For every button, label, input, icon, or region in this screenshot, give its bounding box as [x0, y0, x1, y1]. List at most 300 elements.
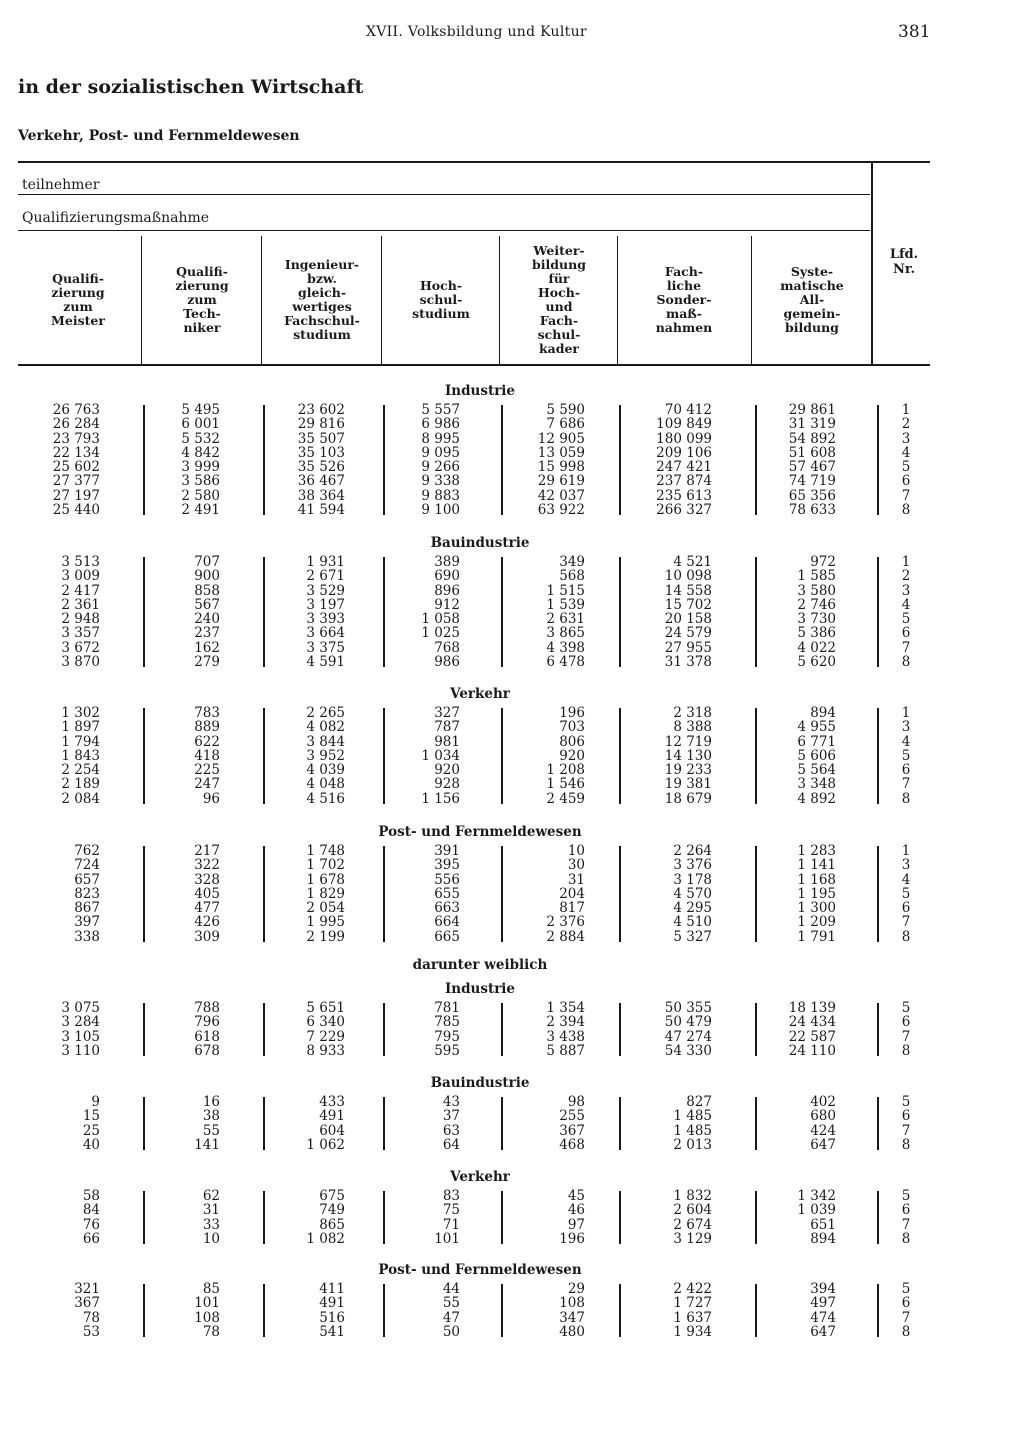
lfd-nr-cell: 1 — [901, 554, 911, 570]
table-cell: 6 771 — [797, 733, 836, 750]
table-cell: 1 342 — [797, 1188, 836, 1204]
table-cell: 27 955 — [664, 639, 712, 656]
table-cell: 10 098 — [664, 568, 712, 585]
section-title: Industrie — [444, 981, 516, 997]
table-cell: 405 — [194, 885, 220, 902]
table-cell: 5 327 — [673, 928, 712, 945]
table-cell: 823 — [74, 885, 100, 902]
column-rule — [143, 1191, 145, 1244]
table-cell: 655 — [434, 885, 460, 902]
table-cell: 2 674 — [673, 1216, 712, 1233]
column-header-rule — [141, 236, 142, 364]
table-cell: 45 — [567, 1188, 585, 1204]
lfd-nr-column — [886, 706, 926, 806]
table-cell: 31 — [202, 1202, 220, 1219]
table-cell: 66 — [82, 1230, 100, 1247]
table-cell: 41 594 — [297, 502, 345, 519]
header-teilnehmer: teilnehmer — [22, 177, 100, 193]
column-rule — [755, 557, 757, 667]
value-column — [612, 1282, 712, 1339]
table-cell: 4 039 — [306, 762, 345, 779]
table-cell: 24 579 — [664, 625, 712, 642]
table-cell: 920 — [434, 762, 460, 779]
table-cell: 22 134 — [52, 444, 100, 461]
column-rule — [501, 1003, 503, 1056]
table-cell: 4 398 — [546, 639, 585, 656]
lfd-nr-cell: 8 — [901, 1136, 911, 1153]
column-rule — [619, 708, 621, 804]
table-cell: 595 — [434, 1042, 460, 1059]
table-cell: 141 — [194, 1136, 220, 1153]
table-cell: 5 651 — [306, 1000, 345, 1016]
table-cell: 6 001 — [181, 416, 220, 433]
table-cell: 2 671 — [306, 568, 345, 585]
lfd-nr-cell: 7 — [901, 1122, 911, 1139]
table-cell: 101 — [194, 1295, 220, 1312]
table-cell: 29 861 — [788, 402, 836, 418]
table-cell: 2 459 — [546, 790, 585, 807]
lfd-nr-column — [886, 1095, 926, 1152]
table-cell: 3 438 — [546, 1028, 585, 1045]
column-rule — [383, 846, 385, 942]
table-cell: 749 — [319, 1202, 345, 1219]
column-header-line: Weiter- — [533, 243, 585, 258]
column-header-line: Fachschul- — [284, 313, 360, 328]
lfd-nr-cell: 7 — [901, 487, 911, 504]
table-cell: 321 — [74, 1281, 100, 1297]
column-rule — [877, 1003, 879, 1056]
table-cell: 894 — [810, 1230, 836, 1247]
column-rule — [619, 1284, 621, 1337]
column-rule — [383, 557, 385, 667]
section-title: Bauindustrie — [430, 535, 530, 551]
table-cell: 2 013 — [673, 1136, 712, 1153]
table-cell: 8 933 — [306, 1042, 345, 1059]
column-rule — [263, 1003, 265, 1056]
column-rule — [263, 846, 265, 942]
table-cell: 26 284 — [52, 416, 100, 433]
section-block — [0, 1282, 1024, 1339]
lfd-nr-cell: 6 — [901, 900, 911, 917]
table-cell: 31 319 — [788, 416, 836, 433]
value-column — [0, 844, 100, 944]
table-cell: 47 — [442, 1309, 460, 1326]
column-header-line: bildung — [785, 320, 839, 335]
column-header — [18, 238, 138, 362]
column-header-line: schul- — [537, 327, 581, 342]
table-cell: 64 — [442, 1136, 460, 1153]
table-cell: 65 356 — [788, 487, 836, 504]
value-column — [360, 1189, 460, 1246]
table-cell: 25 440 — [52, 502, 100, 519]
table-cell: 986 — [434, 654, 460, 671]
table-cell: 237 874 — [656, 473, 712, 490]
table-cell: 26 763 — [52, 402, 100, 418]
column-rule — [619, 557, 621, 667]
table-cell: 84 — [82, 1202, 100, 1219]
table-top-rule — [18, 161, 930, 163]
table-cell: 35 526 — [297, 459, 345, 476]
column-header-line: Tech- — [183, 306, 221, 321]
lfd-nr-cell: 5 — [901, 747, 911, 764]
table-cell: 491 — [319, 1295, 345, 1312]
column-rule — [877, 846, 879, 942]
table-cell: 266 327 — [656, 502, 712, 519]
table-cell: 1 843 — [61, 747, 100, 764]
column-rule — [263, 557, 265, 667]
table-cell: 1 515 — [546, 582, 585, 599]
column-rule — [501, 1284, 503, 1337]
table-cell: 2 318 — [673, 705, 712, 721]
page-heading: in der sozialistischen Wirtschaft — [18, 76, 364, 98]
value-column — [736, 1001, 836, 1058]
table-cell: 391 — [434, 843, 460, 859]
table-cell: 247 421 — [656, 459, 712, 476]
table-cell: 1 931 — [306, 554, 345, 570]
table-cell: 912 — [434, 596, 460, 613]
column-header-rule — [499, 236, 500, 364]
table-cell: 217 — [194, 843, 220, 859]
table-cell: 14 558 — [664, 582, 712, 599]
table-cell: 15 998 — [537, 459, 585, 476]
value-column — [120, 403, 220, 517]
section-title: darunter weiblich — [412, 957, 548, 973]
table-cell: 556 — [434, 871, 460, 888]
table-cell: 4 022 — [797, 639, 836, 656]
table-cell: 4 570 — [673, 885, 712, 902]
table-cell: 5 590 — [546, 402, 585, 418]
column-header-line: Syste- — [790, 264, 834, 279]
column-rule — [619, 1097, 621, 1150]
column-header-line: für — [548, 271, 570, 286]
table-cell: 651 — [810, 1216, 836, 1233]
table-cell: 2 265 — [306, 705, 345, 721]
table-cell: 2 084 — [61, 790, 100, 807]
value-column — [736, 1282, 836, 1339]
table-cell: 1 794 — [61, 733, 100, 750]
column-header-line: niker — [183, 320, 221, 335]
value-column — [0, 1001, 100, 1058]
section-block — [0, 844, 1024, 944]
table-cell: 1 995 — [306, 914, 345, 931]
column-header-rule — [381, 236, 382, 364]
table-cell: 20 158 — [664, 611, 712, 628]
table-cell: 1 141 — [797, 857, 836, 874]
table-cell: 2 376 — [546, 914, 585, 931]
table-cell: 57 467 — [788, 459, 836, 476]
column-rule — [501, 557, 503, 667]
lfd-nr-cell: 4 — [901, 444, 911, 461]
table-cell: 768 — [434, 639, 460, 656]
table-cell: 338 — [74, 928, 100, 945]
section-title: Verkehr — [450, 1169, 510, 1185]
table-cell: 5 620 — [797, 654, 836, 671]
table-cell: 2 254 — [61, 762, 100, 779]
running-head: XVII. Volksbildung und Kultur — [366, 24, 587, 40]
table-cell: 9 100 — [421, 502, 460, 519]
table-cell: 108 — [559, 1295, 585, 1312]
table-cell: 8 388 — [673, 719, 712, 736]
column-header-line: gemein- — [783, 306, 841, 321]
table-cell: 1 034 — [421, 747, 460, 764]
column-rule — [143, 708, 145, 804]
table-cell: 349 — [559, 554, 585, 570]
column-rule — [143, 557, 145, 667]
table-cell: 2 491 — [181, 502, 220, 519]
table-cell: 96 — [202, 790, 220, 807]
column-rule — [755, 1191, 757, 1244]
value-column — [0, 1282, 100, 1339]
value-column — [120, 1001, 220, 1058]
lfd-nr-cell: 8 — [901, 502, 911, 519]
table-cell: 9 266 — [421, 459, 460, 476]
table-cell: 474 — [810, 1309, 836, 1326]
table-cell: 24 110 — [788, 1042, 836, 1059]
table-cell: 101 — [434, 1230, 460, 1247]
lfd-nr-column — [886, 555, 926, 669]
value-column — [612, 555, 712, 669]
table-cell: 76 — [82, 1216, 100, 1233]
lfd-nr-cell: 4 — [901, 871, 911, 888]
table-cell: 5 495 — [181, 402, 220, 418]
table-cell: 367 — [559, 1122, 585, 1139]
column-header-line: zierung — [51, 285, 105, 300]
table-cell: 889 — [194, 719, 220, 736]
table-cell: 4 955 — [797, 719, 836, 736]
column-rule — [877, 557, 879, 667]
column-rule — [877, 1097, 879, 1150]
table-cell: 1 727 — [673, 1295, 712, 1312]
table-cell: 3 999 — [181, 459, 220, 476]
table-cell: 1 058 — [421, 611, 460, 628]
column-rule — [755, 1097, 757, 1150]
table-cell: 858 — [194, 582, 220, 599]
lfd-nr-header — [874, 247, 934, 277]
column-header — [618, 238, 750, 362]
column-header-line: maß- — [665, 306, 702, 321]
lfd-nr-cell: 3 — [901, 582, 911, 599]
table-cell: 497 — [810, 1295, 836, 1312]
table-cell: 707 — [194, 554, 220, 570]
table-cell: 37 — [442, 1108, 460, 1125]
table-cell: 2 604 — [673, 1202, 712, 1219]
table-cell: 2 394 — [546, 1014, 585, 1031]
table-cell: 29 619 — [537, 473, 585, 490]
table-cell: 433 — [319, 1094, 345, 1110]
table-cell: 18 139 — [788, 1000, 836, 1016]
table-cell: 2 054 — [306, 900, 345, 917]
lfd-nr-column — [886, 1189, 926, 1246]
column-header-line: bzw. — [307, 271, 337, 286]
table-cell: 7 229 — [306, 1028, 345, 1045]
table-cell: 3 284 — [61, 1014, 100, 1031]
table-cell: 690 — [434, 568, 460, 585]
table-cell: 1 585 — [797, 568, 836, 585]
table-cell: 35 507 — [297, 430, 345, 447]
column-header-line: Fach- — [539, 313, 579, 328]
column-rule — [143, 405, 145, 515]
table-cell: 1 485 — [673, 1108, 712, 1125]
column-header-rule — [261, 236, 262, 364]
table-cell: 1 062 — [306, 1136, 345, 1153]
table-cell: 237 — [194, 625, 220, 642]
table-cell: 3 529 — [306, 582, 345, 599]
section-block — [0, 1001, 1024, 1058]
table-cell: 55 — [202, 1122, 220, 1139]
table-cell: 322 — [194, 857, 220, 874]
lfd-nr-cell: 5 — [901, 885, 911, 902]
lfd-nr-cell: 3 — [901, 719, 911, 736]
column-header-line: zum — [187, 292, 217, 307]
table-cell: 491 — [319, 1108, 345, 1125]
table-cell: 3 129 — [673, 1230, 712, 1247]
page-subheading: Verkehr, Post- und Fernmeldewesen — [18, 128, 300, 144]
table-cell: 3 730 — [797, 611, 836, 628]
column-header-line: gleich- — [297, 285, 347, 300]
column-rule — [501, 708, 503, 804]
lfd-nr-cell: 7 — [901, 914, 911, 931]
table-cell: 817 — [559, 900, 585, 917]
value-column — [0, 403, 100, 517]
table-cell: 3 844 — [306, 733, 345, 750]
table-cell: 38 364 — [297, 487, 345, 504]
column-rule — [383, 405, 385, 515]
table-cell: 2 948 — [61, 611, 100, 628]
table-cell: 1 283 — [797, 843, 836, 859]
table-cell: 44 — [442, 1281, 460, 1297]
section-block — [0, 403, 1024, 517]
table-cell: 47 274 — [664, 1028, 712, 1045]
value-column — [612, 1095, 712, 1152]
table-cell: 867 — [74, 900, 100, 917]
table-cell: 896 — [434, 582, 460, 599]
column-rule — [383, 1003, 385, 1056]
column-header-line: Qualifi- — [176, 264, 228, 279]
table-cell: 426 — [194, 914, 220, 931]
lfd-nr-cell: 4 — [901, 733, 911, 750]
value-column — [360, 1095, 460, 1152]
table-cell: 5 564 — [797, 762, 836, 779]
table-cell: 6 340 — [306, 1014, 345, 1031]
table-cell: 15 702 — [664, 596, 712, 613]
table-cell: 1 195 — [797, 885, 836, 902]
table-cell: 23 793 — [52, 430, 100, 447]
lfd-nr-cell: 6 — [901, 1295, 911, 1312]
table-cell: 1 829 — [306, 885, 345, 902]
table-cell: 255 — [559, 1108, 585, 1125]
table-cell: 10 — [567, 843, 585, 859]
table-cell: 63 922 — [537, 502, 585, 519]
column-rule — [383, 1284, 385, 1337]
value-column — [612, 706, 712, 806]
value-column — [120, 1095, 220, 1152]
table-cell: 54 892 — [788, 430, 836, 447]
table-cell: 3 178 — [673, 871, 712, 888]
table-cell: 12 905 — [537, 430, 585, 447]
table-cell: 38 — [202, 1108, 220, 1125]
lfd-nr-cell: 2 — [901, 416, 911, 433]
column-header — [752, 238, 872, 362]
column-rule — [877, 405, 879, 515]
column-rule — [619, 846, 621, 942]
column-rule — [143, 1097, 145, 1150]
table-cell: 397 — [74, 914, 100, 931]
table-cell: 788 — [194, 1000, 220, 1016]
lfd-nr-cell: 8 — [901, 654, 911, 671]
table-cell: 108 — [194, 1309, 220, 1326]
column-rule — [755, 708, 757, 804]
table-cell: 894 — [810, 705, 836, 721]
table-cell: 3 393 — [306, 611, 345, 628]
value-column — [360, 1001, 460, 1058]
table-cell: 5 386 — [797, 625, 836, 642]
column-rule — [383, 708, 385, 804]
table-cell: 762 — [74, 843, 100, 859]
table-cell: 4 082 — [306, 719, 345, 736]
table-cell: 647 — [810, 1323, 836, 1340]
column-rule — [619, 1191, 621, 1244]
column-rule — [383, 1191, 385, 1244]
lfd-nr-cell: 7 — [901, 1028, 911, 1045]
table-cell: 1 300 — [797, 900, 836, 917]
table-cell: 29 816 — [297, 416, 345, 433]
lfd-header-line: Nr. — [892, 262, 916, 277]
table-cell: 367 — [74, 1295, 100, 1312]
value-column — [485, 706, 585, 806]
table-cell: 71 — [442, 1216, 460, 1233]
table-cell: 900 — [194, 568, 220, 585]
column-rule — [501, 1191, 503, 1244]
column-header-line: Hoch- — [537, 285, 581, 300]
table-cell: 1 302 — [61, 705, 100, 721]
table-cell: 806 — [559, 733, 585, 750]
lfd-nr-column — [886, 403, 926, 517]
table-cell: 78 — [82, 1309, 100, 1326]
table-cell: 665 — [434, 928, 460, 945]
table-cell: 85 — [202, 1281, 220, 1297]
table-cell: 50 355 — [664, 1000, 712, 1016]
table-cell: 663 — [434, 900, 460, 917]
column-header-line: Sonder- — [656, 292, 712, 307]
table-cell: 27 377 — [52, 473, 100, 490]
table-cell: 19 381 — [664, 776, 712, 793]
lfd-nr-cell: 5 — [901, 1094, 911, 1110]
lfd-nr-cell: 2 — [901, 568, 911, 585]
section-title: Verkehr — [450, 686, 510, 702]
table-cell: 865 — [319, 1216, 345, 1233]
value-column — [245, 706, 345, 806]
value-column — [0, 1095, 100, 1152]
column-header-line: bildung — [532, 257, 586, 272]
header-bottom-rule — [18, 364, 930, 366]
table-cell: 1 025 — [421, 625, 460, 642]
table-cell: 78 — [202, 1323, 220, 1340]
value-column — [0, 1189, 100, 1246]
table-cell: 46 — [567, 1202, 585, 1219]
section-block — [0, 706, 1024, 806]
table-cell: 180 099 — [656, 430, 712, 447]
table-cell: 3 348 — [797, 776, 836, 793]
value-column — [612, 1001, 712, 1058]
table-cell: 8 995 — [421, 430, 460, 447]
value-column — [736, 1189, 836, 1246]
lfd-nr-cell: 7 — [901, 776, 911, 793]
table-cell: 402 — [810, 1094, 836, 1110]
column-header-line: zum — [63, 299, 93, 314]
lfd-nr-cell: 6 — [901, 1108, 911, 1125]
lfd-nr-cell: 6 — [901, 473, 911, 490]
table-cell: 24 434 — [788, 1014, 836, 1031]
